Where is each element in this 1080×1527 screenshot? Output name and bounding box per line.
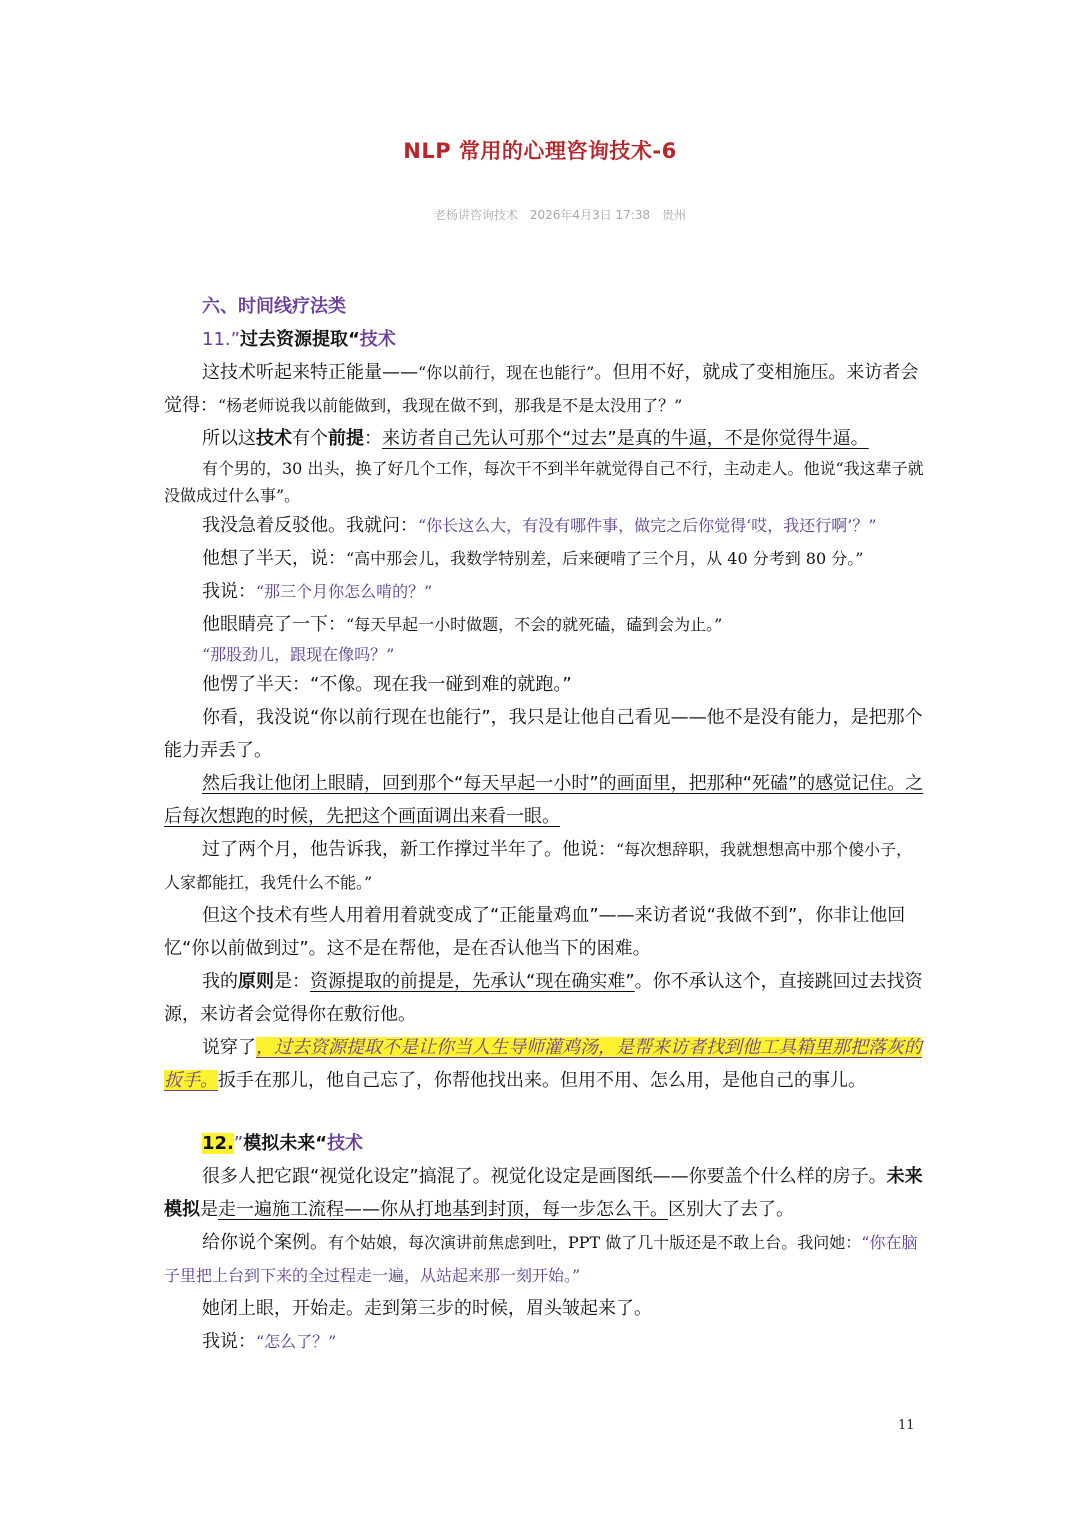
paragraph-underlined: 然后我让他闭上眼睛，回到那个“每天早起一小时”的画面里，把那种“死磕”的感觉记住。之后每次想跑的时候，先把这个画面调出来看一眼。	[164, 773, 924, 827]
quote: “每次想辞职，我就想想高中那个傻小子，人家都能扛，我凭什么不能。”	[164, 840, 913, 892]
bold-text: 技术	[256, 428, 292, 449]
paragraph: 她闭上眼，开始走。走到第三步的时候，眉头皱起来了。	[202, 1298, 652, 1319]
quote: “你长这么大，有没有哪件事，做完之后你觉得‘哎，我还行啊’？”	[418, 516, 877, 535]
location: 贵州	[661, 208, 686, 222]
article-body	[164, 290, 924, 1358]
technique-12-suffix: 技术	[327, 1133, 364, 1154]
technique-12-heading	[164, 1127, 924, 1160]
text: 他想了半天，说：	[202, 548, 346, 569]
text: 扳手在那儿，他自己忘了，你帮他找出来。但用不用、怎么用，是他自己的事儿。	[218, 1070, 866, 1091]
paragraph	[164, 1160, 924, 1226]
text: 很多人把它跟“视觉化设定”搞混了。视觉化设定是画图纸——你要盖个什么样的房子。	[202, 1166, 887, 1187]
article-meta	[0, 206, 1080, 223]
quote: “你在脑子里把上台到下来的全过程走一遍，从站起来那一刻开始。”	[164, 1233, 918, 1285]
text: 区别大了去了。	[668, 1199, 794, 1220]
technique-12-name: 模拟未来“	[243, 1133, 328, 1154]
paragraph	[164, 356, 924, 422]
article-title: NLP 常用的心理咨询技术-6	[403, 139, 677, 163]
quote: “怎么了？”	[256, 1332, 337, 1351]
spacer	[164, 1097, 924, 1127]
quote: “高中那会儿，我数学特别差，后来硬啃了三个月，从 40 分考到 80 分。”	[346, 549, 864, 568]
text: 。你不承认这个，直接跳回过去找资源，来访者会觉得你在敷衍他。	[164, 971, 923, 1025]
paragraph: 他愣了半天：“不像。现在我一碰到难的就跑。”	[202, 674, 572, 695]
text: 。但用不好，就成了变相施压。来访者会觉得：	[164, 362, 919, 416]
author-link[interactable]: 老杨讲咨询技术	[434, 208, 519, 222]
text: 是	[200, 1199, 218, 1220]
paragraph	[164, 509, 924, 542]
bold-text: 未来模拟	[164, 1166, 923, 1220]
technique-12-number: 12.	[202, 1133, 234, 1154]
serif-text: 有个姑娘，每次演讲前焦虑到吐，PPT 做了几十版还是不敢上台。我问她：	[328, 1233, 862, 1252]
text: 给你说个案例。	[202, 1232, 328, 1253]
quote: “每天早起一小时做题，不会的就死磕，磕到会为止。”	[346, 615, 723, 634]
text: 我的	[202, 971, 238, 992]
text: 是：	[274, 971, 310, 992]
publish-date: 2026年4月3日 17:38	[529, 208, 651, 222]
paragraph	[164, 542, 924, 575]
text: 说穿了	[202, 1037, 256, 1058]
text: 我没急着反驳他。我就问：	[202, 515, 418, 536]
paragraph	[164, 422, 924, 455]
quote: “那股劲儿，跟现在像吗？”	[202, 645, 395, 664]
underlined-text: 走一遍施工流程——你从打地基到封顶，每一步怎么干。	[218, 1199, 668, 1220]
quote: “你以前行，现在也能行”	[418, 363, 595, 382]
bold-text: 原则	[238, 971, 274, 992]
text: 有个	[292, 428, 328, 449]
paragraph	[164, 575, 924, 608]
technique-11-number: 11.”	[202, 329, 240, 350]
text: 我说：	[202, 1331, 256, 1352]
paragraph: 有个男的，30 出头，换了好几个工作，每次干不到半年就觉得自己不行，主动走人。他说“我这辈子就没做成过什么事”。	[164, 459, 924, 505]
underlined-text: 来访者自己先认可那个“过去”是真的牛逼，不是你觉得牛逼。	[382, 428, 869, 449]
text: 这技术听起来特正能量——	[202, 362, 418, 383]
paragraph	[164, 965, 924, 1031]
underlined-text: 资源提取的前提是，先承认“现在确实难”	[310, 971, 635, 992]
paragraph	[164, 1226, 924, 1292]
technique-11-suffix: 技术	[359, 329, 396, 350]
text: 我说：	[202, 581, 256, 602]
quote: “那三个月你怎么啃的？”	[256, 582, 433, 601]
technique-12-quote: ”	[233, 1133, 244, 1154]
paragraph	[164, 833, 924, 899]
paragraph	[164, 1325, 924, 1358]
text: ：	[364, 428, 382, 449]
paragraph	[164, 608, 924, 641]
section-heading: 六、时间线疗法类	[202, 296, 346, 317]
paragraph: 你看，我没说“你以前行现在也能行”，我只是让他自己看见——他不是没有能力，是把那个能力弄丢了。	[164, 707, 923, 761]
quote: “杨老师说我以前能做到，我现在做不到，那我是不是太没用了？”	[218, 396, 683, 415]
technique-11-name: 过去资源提取“	[239, 329, 360, 350]
bold-text: 前提	[328, 428, 364, 449]
text: 他眼睛亮了一下：	[202, 614, 346, 635]
highlighted-text: ，过去资源提取不是让你当人生导师灌鸡汤，是帮来访者找到他工具箱里那把落灰的扳手。	[164, 1037, 922, 1091]
text: 过了两个月，他告诉我，新工作撑过半年了。他说：	[202, 839, 616, 860]
paragraph: 但这个技术有些人用着用着就变成了“正能量鸡血”——来访者说“我做不到”，你非让他回忆“你以前做到过”。这不是在帮他，是在否认他当下的困难。	[164, 905, 906, 959]
page-number: 11	[898, 1418, 915, 1433]
technique-11-heading	[164, 323, 924, 356]
paragraph	[164, 1031, 924, 1097]
text: 所以这	[202, 428, 256, 449]
paragraph	[164, 641, 924, 668]
